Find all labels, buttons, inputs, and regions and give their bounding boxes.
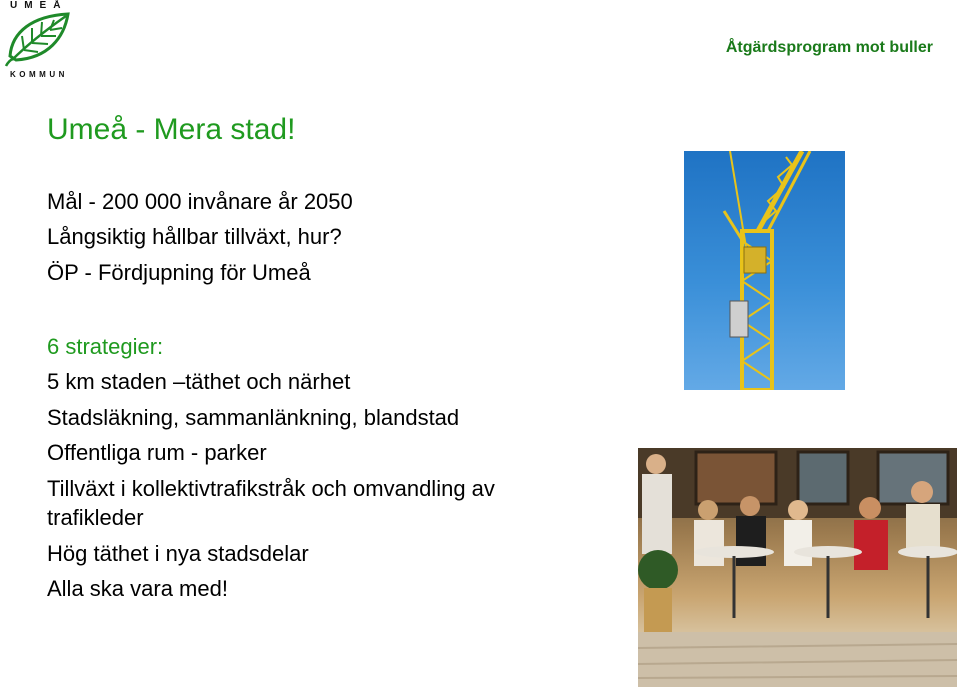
strategy-item: Stadsläkning, sammanlänkning, blandstad: [47, 405, 460, 430]
strategy-item: 5 km staden –täthet och närhet: [47, 369, 351, 394]
strategies-heading: 6 strategier:: [47, 334, 164, 359]
crane-illustration: [684, 151, 845, 390]
strategy-item: Hög täthet i nya stadsdelar: [47, 541, 309, 566]
page-title: Umeå - Mera stad!: [47, 113, 296, 146]
leaf-logo-icon: [2, 10, 74, 68]
goal-line: Långsiktig hållbar tillväxt, hur?: [47, 224, 342, 249]
goal-line: Mål - 200 000 invånare år 2050: [47, 189, 353, 214]
header-title: Åtgärdsprogram mot buller: [725, 39, 933, 56]
strategy-item: Offentliga rum - parker: [47, 440, 267, 465]
umea-kommun-logo: [2, 0, 74, 84]
cafe-illustration: [638, 448, 957, 687]
strategy-item: Tillväxt i kollektivtrafikstråk och omvandling av: [47, 476, 495, 501]
strategy-item: trafikleder: [47, 505, 144, 530]
logo-bottom-text: KOMMUN: [10, 70, 68, 79]
crane-photo: [684, 151, 845, 390]
strategy-item: Alla ska vara med!: [47, 576, 228, 601]
goal-line: ÖP - Fördjupning för Umeå: [47, 260, 311, 285]
logo-top-text: UMEÅ: [10, 0, 68, 11]
cafe-photo: [638, 448, 957, 687]
